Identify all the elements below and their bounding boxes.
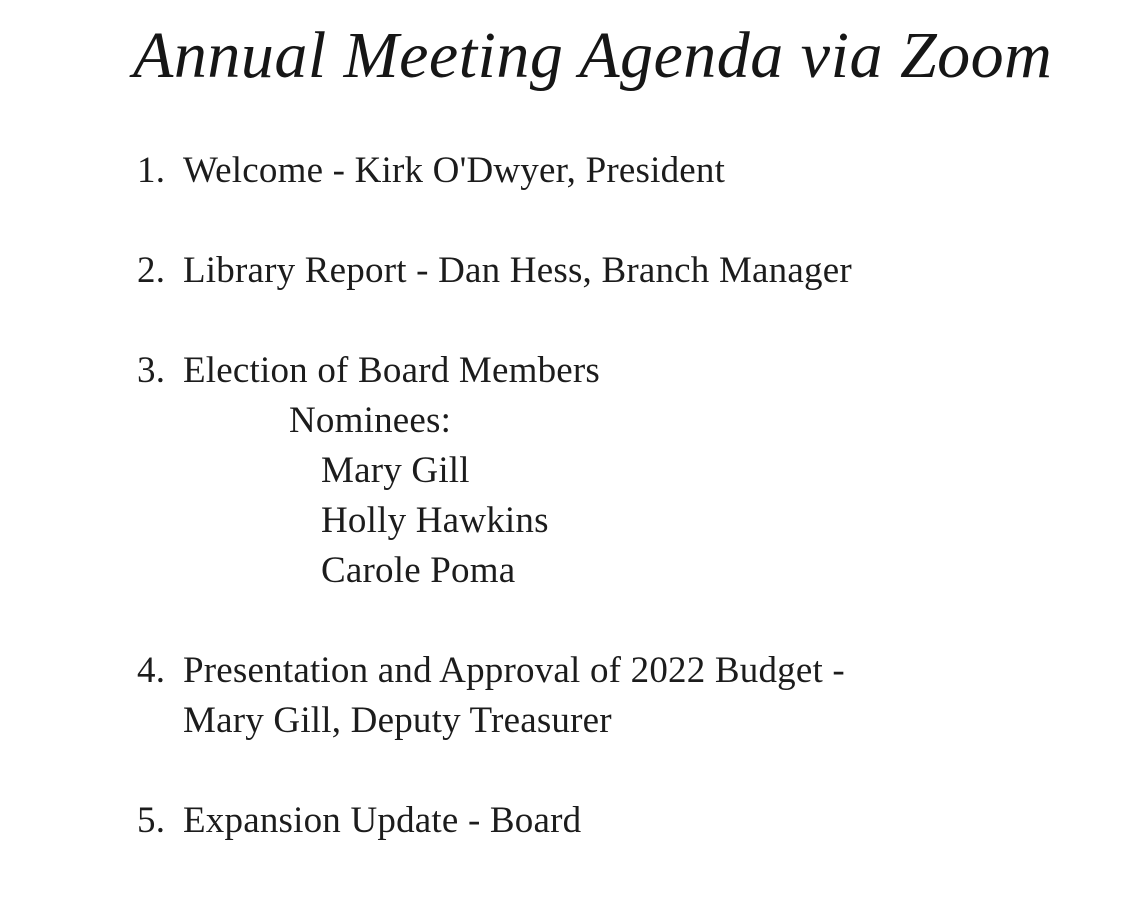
agenda-item-text: Library Report - Dan Hess, Branch Manager (183, 250, 852, 291)
agenda-item-continuation: Mary Gill, Deputy Treasurer (183, 700, 612, 741)
page-title: Annual Meeting Agenda via Zoom (133, 19, 1053, 92)
agenda-item-5 (137, 798, 581, 844)
agenda-item-2 (137, 248, 852, 294)
agenda-item-number: 3. (137, 350, 166, 391)
agenda-item-3 (137, 348, 600, 394)
nominee-name: Carole Poma (321, 550, 516, 591)
agenda-item-text: Election of Board Members (183, 350, 601, 391)
agenda-item-text: Expansion Update - Board (183, 800, 582, 841)
agenda-item-number: 5. (137, 800, 166, 841)
agenda-item-text: Presentation and Approval of 2022 Budget - (183, 650, 845, 691)
agenda-item-1 (137, 148, 725, 194)
nominees-label: Nominees: (289, 400, 452, 441)
nominee-name: Holly Hawkins (321, 500, 549, 541)
nominee-name: Mary Gill (321, 450, 470, 491)
agenda-item-number: 1. (137, 150, 166, 191)
agenda-item-number: 4. (137, 650, 166, 691)
agenda-item-number: 2. (137, 250, 166, 291)
agenda-item-text: Welcome - Kirk O'Dwyer, President (183, 150, 726, 191)
agenda-item-4 (137, 648, 845, 694)
